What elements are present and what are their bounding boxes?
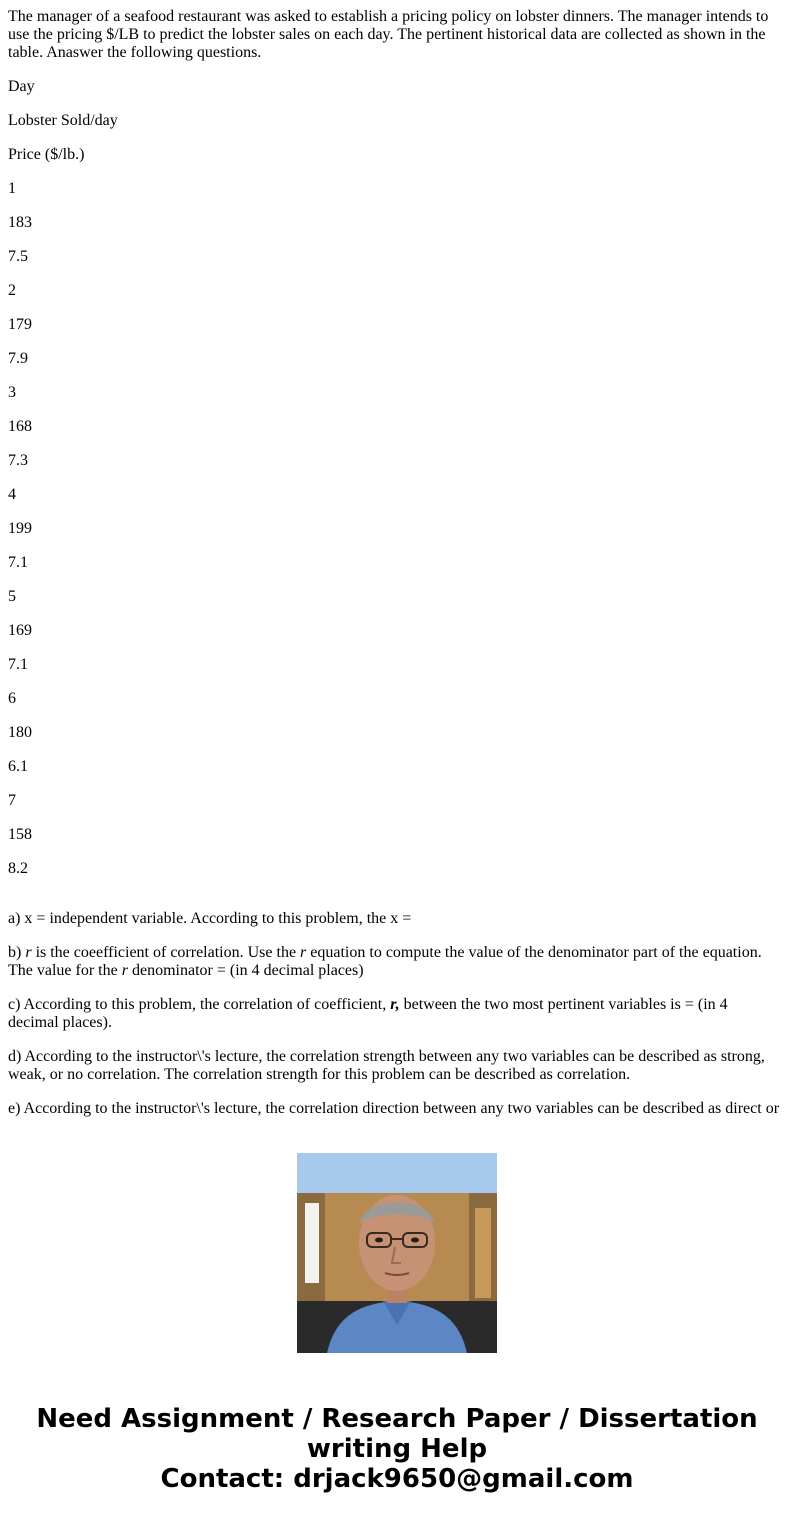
table-cell-sold: 169 bbox=[8, 622, 32, 639]
table-cell-price: 7.1 bbox=[8, 656, 28, 673]
question-b: b) r is the coeefficient of correlation. Use the r equation to compute the value of the denominator part of the equation. The value for the r denominator = (in 4 decimal places) bbox=[8, 944, 762, 979]
table-spacer bbox=[8, 894, 780, 910]
table-header-price: Price ($/lb.) bbox=[8, 146, 85, 163]
table-cell-price: 7.9 bbox=[8, 350, 28, 367]
question-d: d) According to the instructor\'s lecture, the correlation strength between any two variables can be described as strong, weak, or no correlation. The correlation strength for this problem can be described as correlation. bbox=[8, 1048, 765, 1083]
table-header-day: Day bbox=[8, 78, 35, 95]
table-cell-sold: 179 bbox=[8, 316, 32, 333]
document-content bbox=[8, 8, 780, 1117]
footer-line-1: Need Assignment / Research Paper / Dissertation bbox=[36, 1404, 758, 1434]
table-cell-sold: 183 bbox=[8, 214, 32, 231]
table-cell-day: 3 bbox=[8, 384, 16, 401]
author-photo-image bbox=[297, 1153, 497, 1353]
data-table bbox=[8, 78, 780, 878]
question-a: a) x = independent variable. According to this problem, the x = bbox=[8, 910, 412, 927]
table-cell-day: 2 bbox=[8, 282, 16, 299]
footer-line-2: writing Help bbox=[306, 1434, 488, 1464]
question-e: e) According to the instructor\'s lecture, the correlation direction between any two variables can be described as direct or bbox=[8, 1100, 780, 1117]
table-cell-price: 7.3 bbox=[8, 452, 28, 469]
question-c: c) According to this problem, the correlation of coefficient, r, between the two most pertinent variables is = (in 4 decimal places). bbox=[8, 996, 728, 1031]
table-cell-day: 6 bbox=[8, 690, 16, 707]
table-cell-sold: 158 bbox=[8, 826, 32, 843]
table-cell-price: 6.1 bbox=[8, 758, 28, 775]
footer-contact-email: Contact: drjack9650@gmail.com bbox=[160, 1464, 634, 1494]
table-cell-sold: 199 bbox=[8, 520, 32, 537]
table-cell-day: 5 bbox=[8, 588, 16, 605]
table-cell-day: 7 bbox=[8, 792, 16, 809]
footer-contact bbox=[0, 1404, 794, 1494]
table-cell-sold: 180 bbox=[8, 724, 32, 741]
table-cell-day: 4 bbox=[8, 486, 16, 503]
table-cell-price: 7.1 bbox=[8, 554, 28, 571]
table-cell-sold: 168 bbox=[8, 418, 32, 435]
table-cell-day: 1 bbox=[8, 180, 16, 197]
author-photo bbox=[297, 1153, 497, 1353]
table-cell-price: 7.5 bbox=[8, 248, 28, 265]
intro-paragraph: The manager of a seafood restaurant was asked to establish a pricing policy on lobster dinners. The manager intends to use the pricing $/LB to predict the lobster sales on each day. The pertinent historical data are collected as shown in the table. Anaswer the following questions. bbox=[8, 8, 769, 61]
table-header-lobster-sold: Lobster Sold/day bbox=[8, 112, 118, 129]
table-cell-price: 8.2 bbox=[8, 860, 28, 877]
